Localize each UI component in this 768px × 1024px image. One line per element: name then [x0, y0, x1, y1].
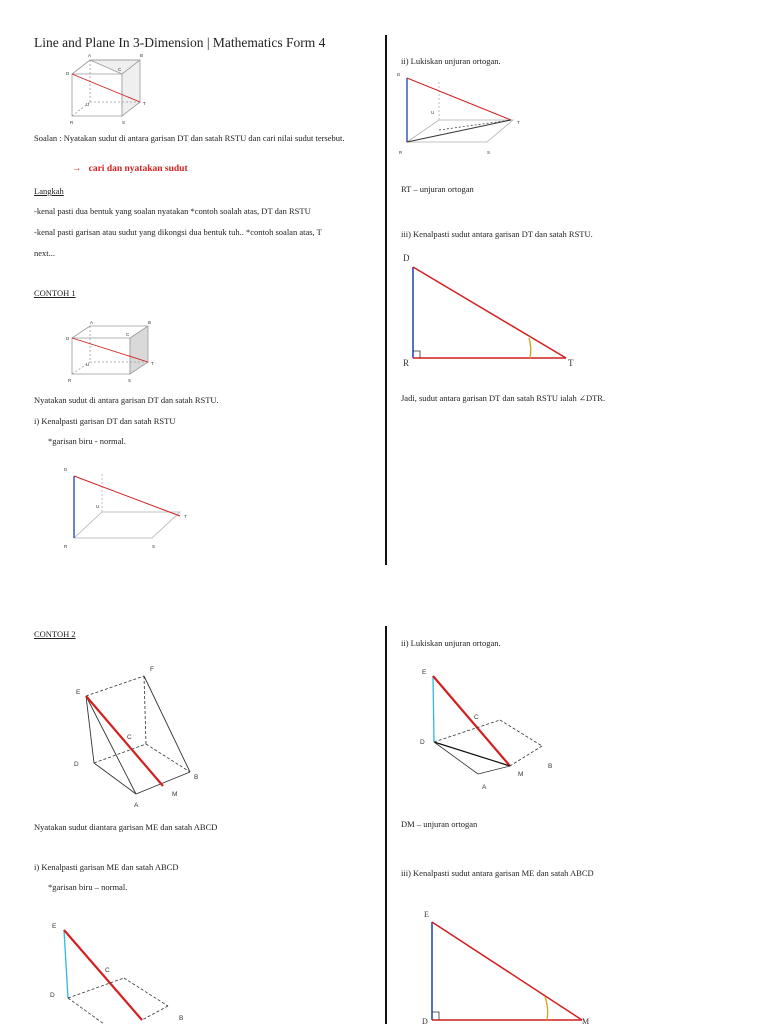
contoh2-step-iii: iii) Kenalpasti sudut antara garisan ME dan satah ABCD: [401, 868, 594, 878]
label-c: C: [118, 67, 122, 72]
contoh2-question: Nyatakan sudut diantara garisan ME dan satah ABCD: [34, 822, 218, 832]
langkah-step-1: -kenal pasti dua bentuk yang soalan nyatakan *contoh soalah atas, DT dan RSTU: [34, 206, 311, 216]
label-f: F: [150, 666, 154, 673]
label-t: T: [151, 361, 154, 366]
label-u: U: [86, 102, 90, 107]
column-divider-top: [385, 35, 387, 565]
label-m: M: [172, 791, 178, 798]
label-c: C: [127, 734, 132, 741]
label-c: C: [126, 332, 130, 337]
label-t: T: [517, 120, 520, 125]
label-c: C: [105, 967, 110, 974]
contoh1-note-i: *garisan biru - normal.: [48, 436, 126, 446]
label-c: C: [474, 714, 479, 721]
label-d: D: [50, 992, 55, 999]
label-d: D: [66, 336, 70, 341]
instruction: [72, 164, 188, 175]
label-d: D: [74, 761, 79, 768]
diagram-projection-rt: [395, 66, 535, 158]
langkah-heading: Langkah: [34, 186, 64, 196]
label-r: R: [68, 378, 72, 383]
label-t: T: [184, 514, 187, 519]
contoh1-heading: CONTOH 1: [34, 288, 76, 298]
arrow-icon: →: [72, 164, 82, 174]
triangle-dtr: [398, 250, 588, 372]
label-e: E: [422, 669, 427, 676]
label-t: T: [143, 101, 146, 106]
label-r: R: [399, 150, 403, 155]
label-m: M: [518, 771, 524, 778]
instruction-text: cari dan nyatakan sudut: [88, 164, 188, 174]
contoh1-projection: RT – unjuran ortogan: [401, 184, 474, 194]
prism-diagram: [70, 660, 210, 810]
contoh1-step-iii: iii) Kenalpasti sudut antara garisan DT dan satah RSTU.: [401, 229, 593, 239]
contoh2-step-i: i) Kenalpasti garisan ME dan satah ABCD: [34, 862, 179, 872]
contoh2-heading: CONTOH 2: [34, 629, 76, 639]
label-s: S: [122, 120, 126, 125]
contoh1-question: Nyatakan sudut di antara garisan DT dan satah RSTU.: [34, 395, 219, 405]
page-title: Line and Plane In 3-Dimension | Mathematics Form 4: [34, 35, 326, 50]
label-t: T: [568, 358, 574, 368]
label-a: A: [90, 320, 94, 325]
label-a: A: [88, 53, 92, 58]
cube-diagram-contoh1: [60, 318, 160, 388]
label-s: S: [487, 150, 491, 155]
label-d: D: [397, 72, 401, 77]
label-d: D: [422, 1017, 428, 1024]
label-a: A: [134, 802, 139, 809]
label-e: E: [76, 689, 81, 696]
label-b: B: [148, 320, 152, 325]
column-divider-bottom: [385, 626, 387, 1024]
contoh2-projection: DM – unjuran ortogan: [401, 819, 478, 829]
label-b: B: [194, 774, 199, 781]
label-e: E: [424, 910, 429, 919]
diagram-me-plane: [44, 916, 194, 1024]
label-b: B: [140, 53, 144, 58]
label-d: D: [403, 253, 410, 263]
label-r: R: [64, 544, 68, 549]
diagram-projection-dm: [412, 662, 562, 794]
diagram-dt-plane: [60, 462, 190, 554]
label-e: E: [52, 923, 57, 930]
label-b: B: [179, 1015, 184, 1022]
contoh2-note-i: *garisan biru – normal.: [48, 882, 128, 892]
label-r: R: [403, 358, 410, 368]
label-d: D: [64, 467, 68, 472]
cube-diagram-question: [60, 52, 160, 130]
label-r: R: [70, 120, 74, 125]
label-u: U: [86, 362, 90, 367]
label-u: U: [431, 110, 435, 115]
label-s: S: [152, 544, 156, 549]
contoh1-conclusion: Jadi, sudut antara garisan DT dan satah RSTU ialah ∠DTR.: [401, 393, 606, 403]
label-b: B: [548, 763, 553, 770]
label-u: U: [96, 504, 100, 509]
contoh1-step-i: i) Kenalpasti garisan DT dan satah RSTU: [34, 416, 176, 426]
label-d: D: [66, 71, 70, 76]
langkah-step-2: -kenal pasti garisan atau sudut yang dikongsi dua bentuk tuh.. *contoh soalan atas, T: [34, 227, 322, 237]
label-d: D: [420, 739, 425, 746]
soalan-text: Soalan : Nyatakan sudut di antara garisan DT dan satah RSTU dan cari nilai sudut tersebut.: [34, 133, 345, 143]
label-m: M: [582, 1017, 590, 1024]
triangle-edm: [420, 904, 610, 1024]
label-s: S: [128, 378, 132, 383]
contoh2-step-ii: ii) Lukiskan unjuran ortogan.: [401, 638, 501, 648]
contoh1-step-ii: ii) Lukiskan unjuran ortogan.: [401, 56, 501, 66]
langkah-step-3: next...: [34, 248, 56, 258]
label-a: A: [482, 784, 487, 791]
